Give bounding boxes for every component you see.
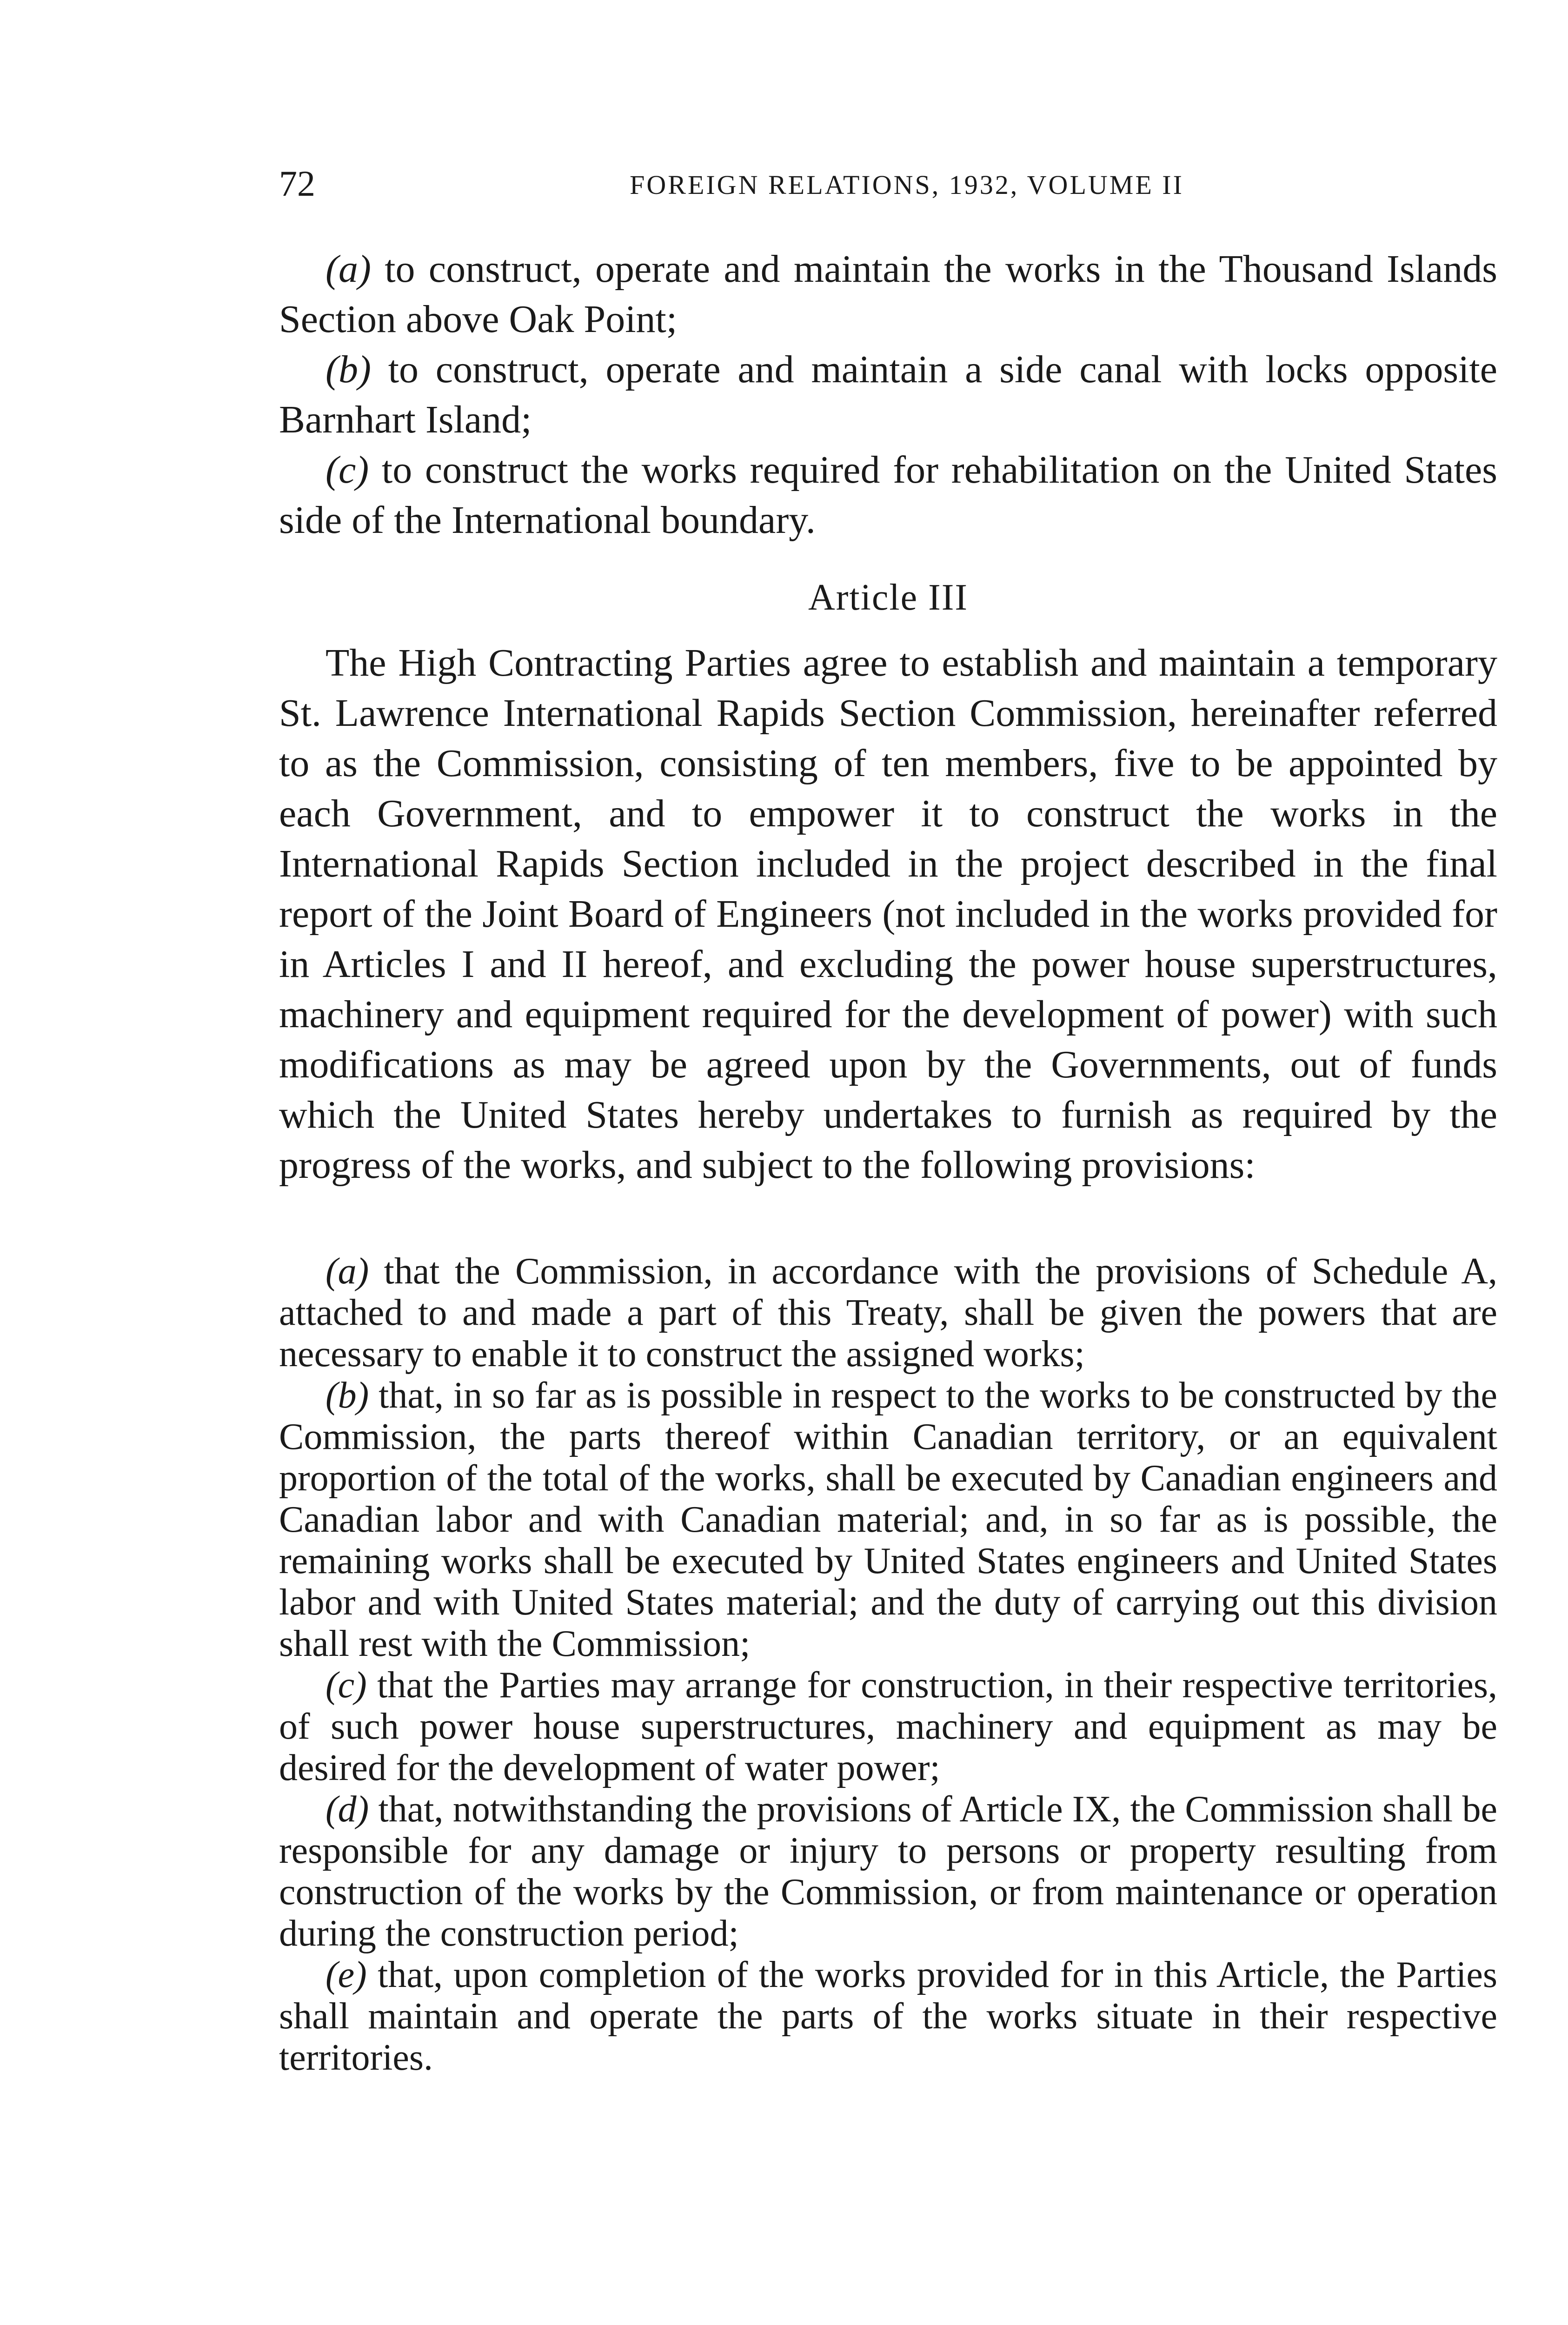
provision-b-text: that, in so far as is possible in respect to the works to be constructed by the Commission, the parts thereof within Canadian territory, or an equivalent proportion of the total of the works, shall be executed by Canadian engineers and Canadian labor and with Canadian material; and, in so far as is possible, the remaining works shall be executed by United States engineers and United States labor and with United States material; and the duty of carrying out this division shall rest with the Commission;: [279, 1375, 1497, 1664]
provision-b: [279, 1375, 1497, 1665]
provision-c-label: (c): [326, 1665, 367, 1706]
article-heading: Article III: [808, 577, 969, 618]
item-c-text: to construct the works required for rehabilitation on the United States side of the International boundary.: [279, 448, 1497, 542]
provision-c-text: that the Parties may arrange for construction, in their respective territories, of such power house superstructures, machinery and equipment as may be desired for the development of water power;: [279, 1665, 1497, 1788]
item-c: [279, 445, 1497, 545]
provision-a-text: that the Commission, in accordance with the provisions of Schedule A, attached to and made a part of this Treaty, shall be given the powers that are necessary to enable it to construct the assigned works;: [279, 1251, 1497, 1375]
item-a: [279, 244, 1497, 345]
provision-a: [279, 1251, 1497, 1375]
provision-e-text: that, upon completion of the works provided for in this Article, the Parties shall maintain and operate the parts of the works situate in their respective territories.: [279, 1954, 1497, 2078]
provision-e-label: (e): [326, 1954, 367, 1995]
page-number: 72: [279, 163, 315, 204]
top-items-block: [279, 244, 1497, 545]
article-body-block: [279, 638, 1497, 1190]
provision-c: [279, 1665, 1497, 1789]
provision-b-label: (b): [326, 1375, 369, 1416]
item-a-label: (a): [326, 247, 371, 291]
provision-d-label: (d): [326, 1789, 369, 1830]
item-b-text: to construct, operate and maintain a side canal with locks opposite Barnhart Island;: [279, 348, 1497, 441]
provisions-block: [279, 1251, 1497, 2079]
article-body: The High Contracting Parties agree to establish and maintain a temporary St. Lawrence International Rapids Section Commission, hereinafter referred to as the Commission, consisting of ten members, five to be appointed by each Government, and to empower it to construct the works in the International Rapids Section included in the project described in the final report of the Joint Board of Engineers (not included in the works provided for in Articles I and II hereof, and excluding the power house superstructures, machinery and equipment required for the development of power) with such modifications as may be agreed upon by the Governments, out of funds which the United States hereby undertakes to furnish as required by the progress of the works, and subject to the following provisions:: [279, 641, 1497, 1187]
item-b-label: (b): [326, 348, 371, 391]
provision-d-text: that, notwithstanding the provisions of Article IX, the Commission shall be responsible for any damage or injury to persons or property resulting from construction of the works by the Commission, or from maintenance or operation during the construction period;: [279, 1789, 1497, 1954]
provision-d: [279, 1789, 1497, 1954]
running-title: FOREIGN RELATIONS, 1932, VOLUME II: [630, 170, 1184, 200]
page-header: [279, 160, 1535, 212]
provision-a-label: (a): [326, 1251, 369, 1292]
item-b: [279, 345, 1497, 445]
provision-e: [279, 1954, 1497, 2079]
item-a-text: to construct, operate and maintain the works in the Thousand Islands Section above Oak Point;: [279, 247, 1497, 341]
item-c-label: (c): [326, 448, 369, 492]
